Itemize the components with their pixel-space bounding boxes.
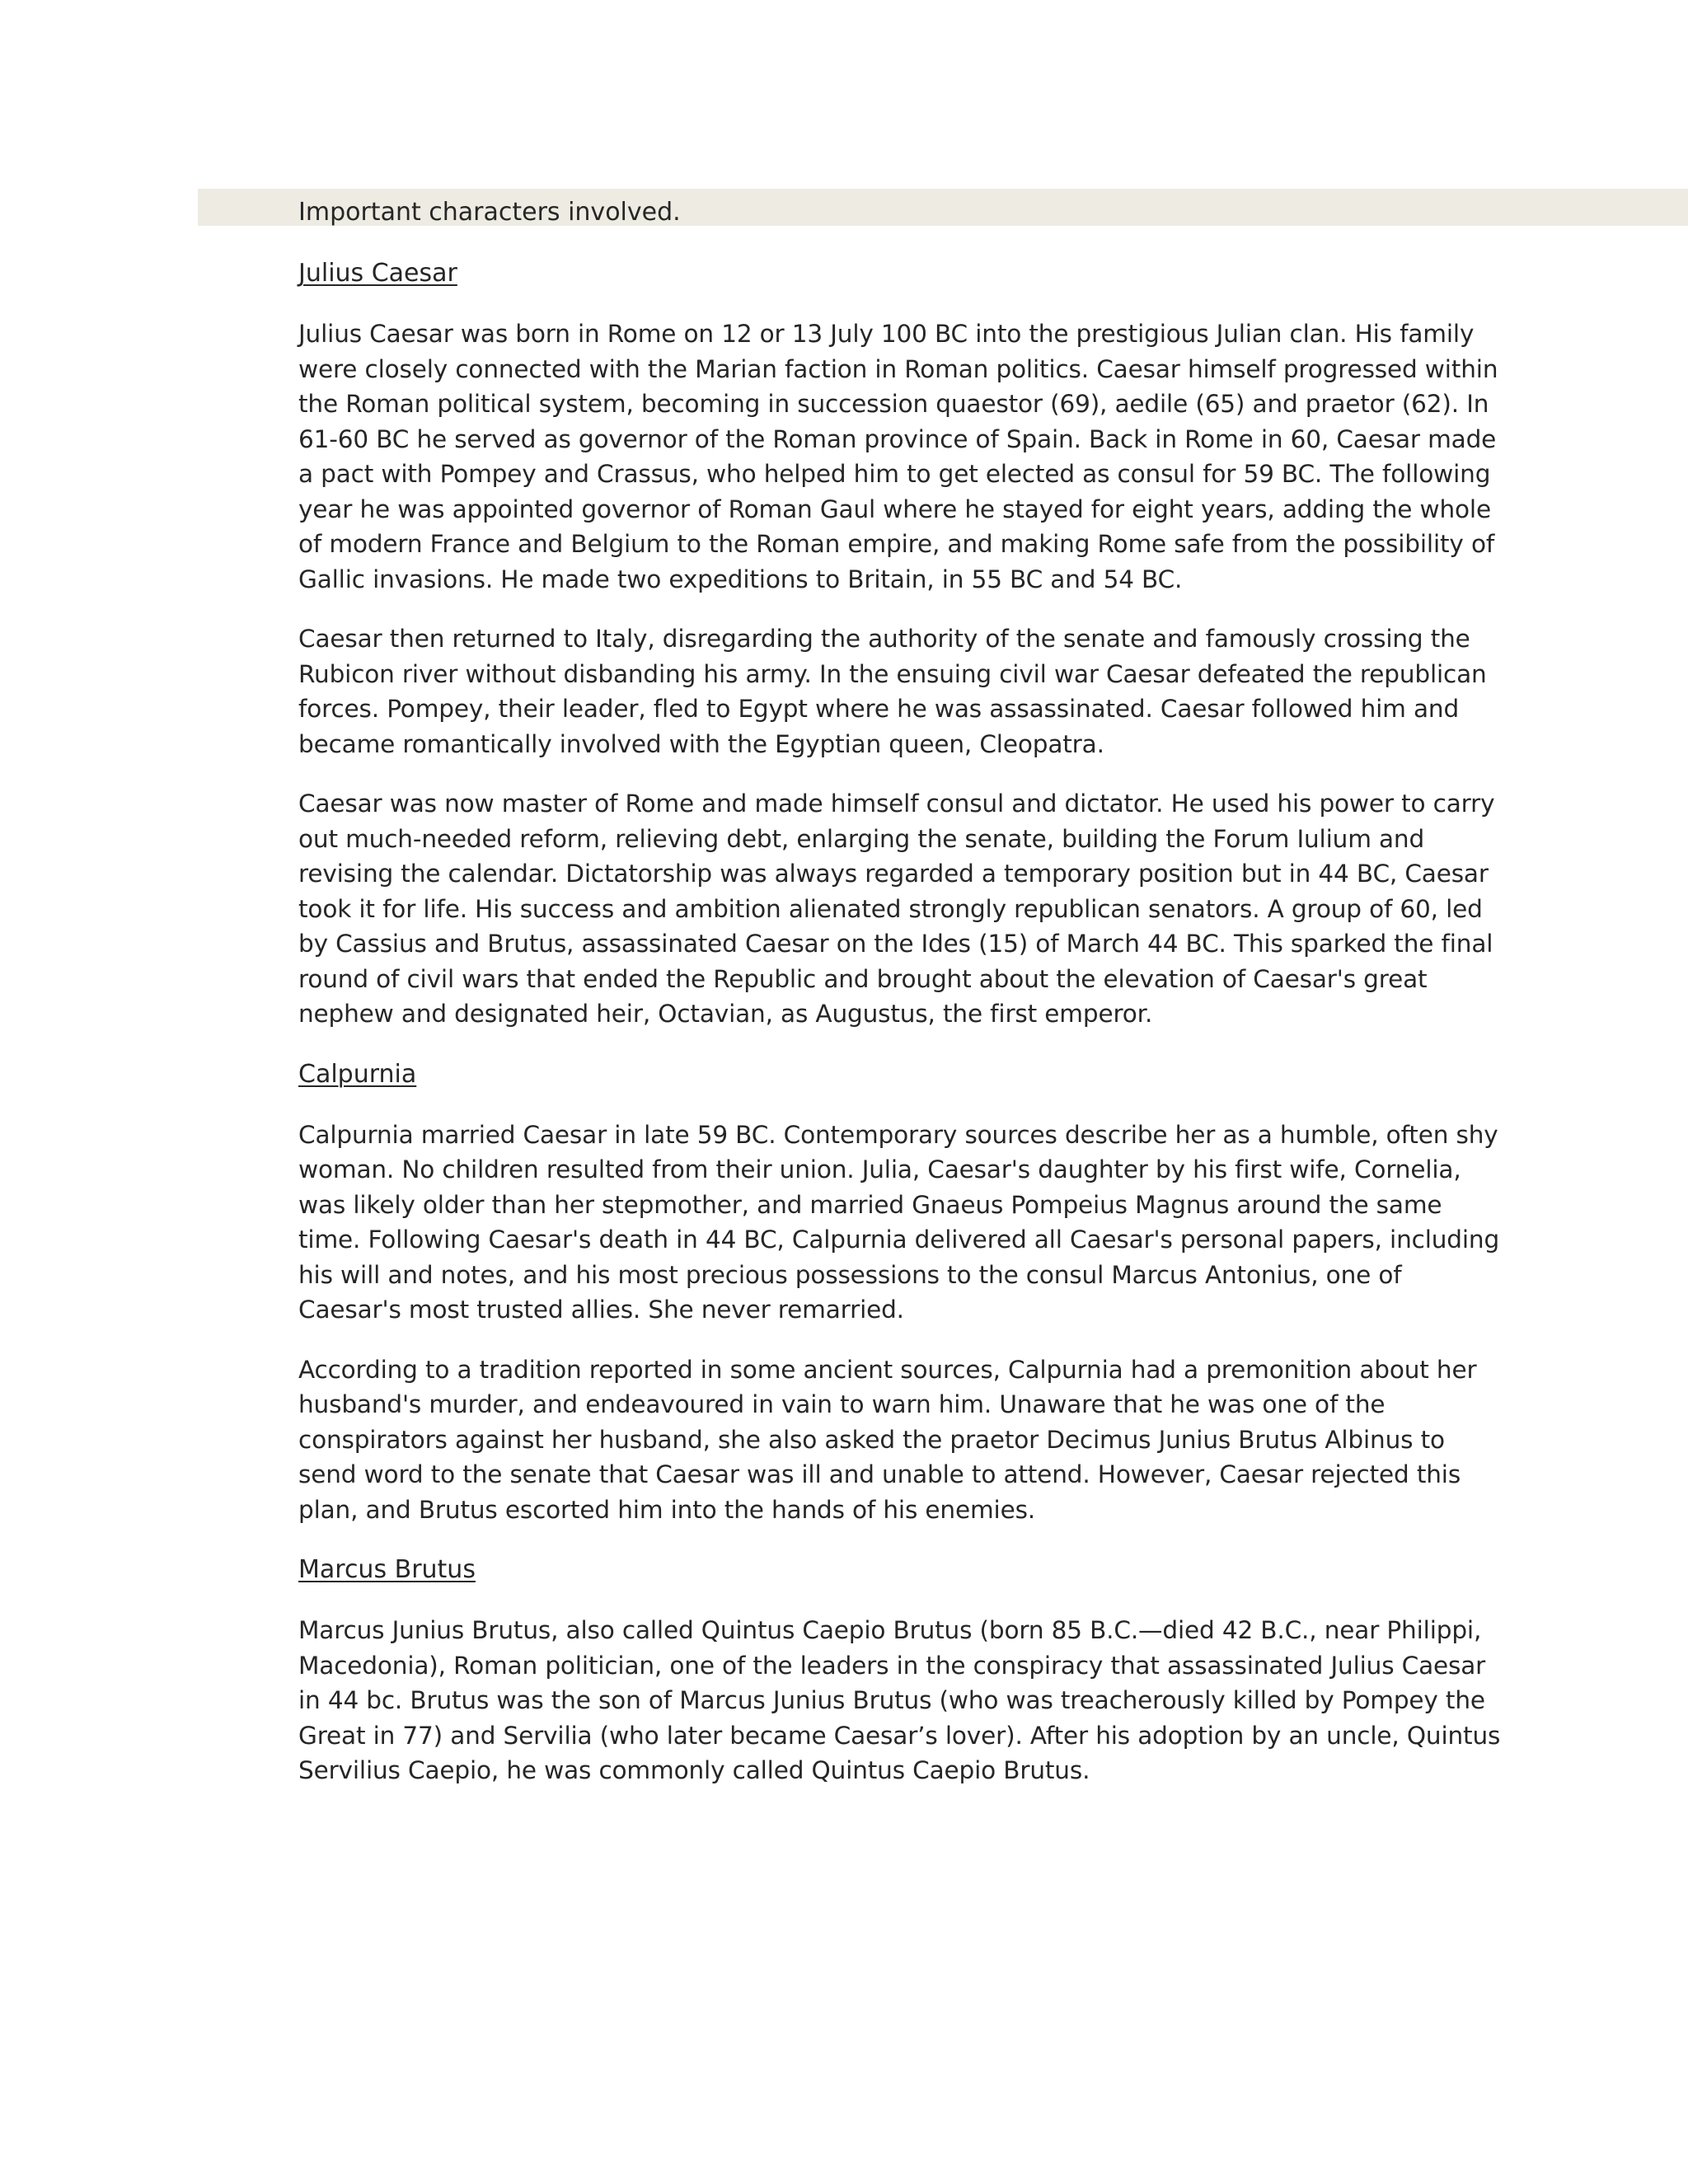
section-heading: Marcus Brutus <box>298 1555 476 1584</box>
section-calpurnia <box>298 1057 1502 1553</box>
section-heading: Calpurnia <box>298 1059 417 1089</box>
section-marcus-brutus <box>298 1552 1502 1788</box>
paragraph: Marcus Junius Brutus, also called Quintus Caepio Brutus (born 85 B.C.—died 42 B.C., near Philippi, Macedonia), Roman politician, one of the leaders in the conspiracy that assassinated Julius Caesar in 44 bc. Brutus was the son of Marcus Junius Brutus (who was treacherously killed by Pompey the Great in 77) and Servilia (who later became Caesar’s lover). After his adoption by an uncle, Quintus Servilius Caepio, he was commonly called Quintus Caepio Brutus. <box>298 1616 1501 1784</box>
section-julius-caesar <box>298 255 1502 1057</box>
document-body <box>298 255 1502 1788</box>
document-title: Important characters involved. <box>298 198 681 227</box>
section-heading: Julius Caesar <box>298 259 457 288</box>
paragraph: Julius Caesar was born in Rome on 12 or 13 July 100 BC into the prestigious Julian clan. His family were closely connected with the Marian faction in Roman politics. Caesar himself progressed within the Roman political system, becoming in succession quaestor (69), aedile (65) and praetor (62). In 61-60 BC he served as governor of the Roman province of Spain. Back in Rome in 60, Caesar made a pact with Pompey and Crassus, who helped him to get elected as consul for 59 BC. The following year he was appointed governor of Roman Gaul where he stayed for eight years, adding the whole of modern France and Belgium to the Roman empire, and making Rome safe from the possibility of Gallic invasions. He made two expeditions to Britain, in 55 BC and 54 BC. <box>298 320 1498 593</box>
paragraph: Caesar was now master of Rome and made himself consul and dictator. He used his power to carry out much-needed reform, relieving debt, enlarging the senate, building the Forum Iulium and revising the calendar. Dictatorship was always regarded a temporary position but in 44 BC, Caesar took it for life. His success and ambition alienated strongly republican senators. A group of 60, led by Cassius and Brutus, assassinated Caesar on the Ides (15) of March 44 BC. This sparked the final round of civil wars that ended the Republic and brought about the elevation of Caesar's great nephew and designated heir, Octavian, as Augustus, the first emperor. <box>298 790 1495 1028</box>
paragraph: Caesar then returned to Italy, disregarding the authority of the senate and famously crossing the Rubicon river without disbanding his army. In the ensuing civil war Caesar defeated the republican forces. Pompey, their leader, fled to Egypt where he was assassinated. Caesar followed him and became romantically involved with the Egyptian queen, Cleopatra. <box>298 625 1487 758</box>
paragraph: Calpurnia married Caesar in late 59 BC. Contemporary sources describe her as a humble, often shy woman. No children resulted from their union. Julia, Caesar's daughter by his first wife, Cornelia, was likely older than her stepmother, and married Gnaeus Pompeius Magnus around the same time. Following Caesar's death in 44 BC, Calpurnia delivered all Caesar's personal papers, including his will and notes, and his most precious possessions to the consul Marcus Antonius, one of Caesar's most trusted allies. She never remarried. <box>298 1120 1500 1324</box>
paragraph: According to a tradition reported in some ancient sources, Calpurnia had a premonition about her husband's murder, and endeavoured in vain to warn him. Unaware that he was one of the conspirators against her husband, she also asked the praetor Decimus Junius Brutus Albinus to send word to the senate that Caesar was ill and unable to attend. However, Caesar rejected this plan, and Brutus escorted him into the hands of his enemies. <box>298 1355 1477 1524</box>
